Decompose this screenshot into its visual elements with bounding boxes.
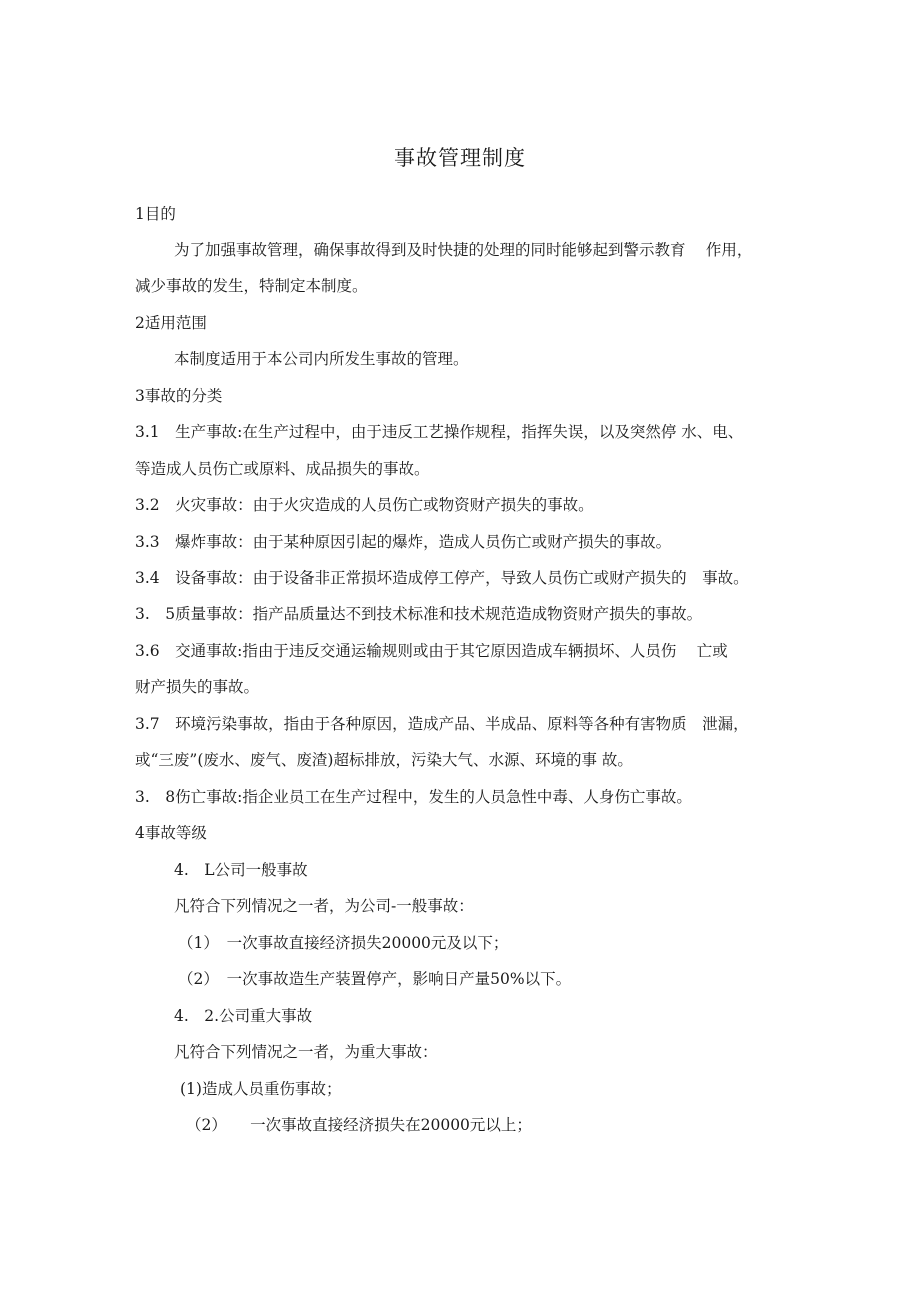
classification-item-3-1-line-1: 3.1 生产事故:在生产过程中，由于违反工艺操作规程，指挥失误，以及突然停 水、电、 [135,423,744,441]
classification-item-3-7-line-1: 3.7 环境污染事故，指由于各种原因，造成产品、半成品、原料等各种有害物质 泄漏， [135,715,749,733]
classification-item-3-6-line-2: 财产损失的事故。 [135,678,260,696]
classification-item-3-8: 3. 8伤亡事故:指企业员工在生产过程中，发生的人员急性中毒、人身伤亡事故。 [135,788,692,806]
grade-major-heading: 4. 2.公司重大事故 [174,1007,313,1025]
classification-item-3-7-line-2: 或“三废”(废水、废气、废渣)超标排放，污染大气、水源、环境的事 故。 [135,751,633,769]
purpose-paragraph-line-1: 为了加强事故管理，确保事故得到及时快捷的处理的同时能够起到警示教育 作用， [174,241,753,259]
document-title: 事故管理制度 [394,146,526,170]
section-heading-classification: 3事故的分类 [135,387,223,405]
classification-item-3-5: 3. 5质量事故：指产品质量达不到技术标准和技术规范造成物资财产损失的事故。 [135,605,703,623]
grade-major-item-2: （2） 一次事故直接经济损失在20000元以上； [186,1116,532,1134]
grade-general-intro: 凡符合下列情况之一者，为公司-一般事故： [174,897,474,915]
grade-general-item-1: （1） 一次事故直接经济损失20000元及以下； [178,934,509,952]
classification-item-3-2: 3.2 火灾事故：由于火灾造成的人员伤亡或物资财产损失的事故。 [135,496,594,514]
classification-item-3-3: 3.3 爆炸事故：由于某种原因引起的爆炸，造成人员伤亡或财产损失的事故。 [135,533,672,551]
grade-major-intro: 凡符合下列情况之一者，为重大事故： [174,1043,438,1061]
section-heading-scope: 2适用范围 [135,314,207,332]
section-heading-purpose: 1目的 [135,205,176,223]
grade-general-heading: 4. L公司一般事故 [174,861,308,879]
purpose-paragraph-line-2: 减少事故的发生，特制定本制度。 [135,277,368,295]
grade-major-item-1: (1)造成人员重伤事故； [180,1080,342,1098]
grade-general-item-2: （2） 一次事故造生产装置停产，影响日产量50%以下。 [178,970,572,988]
classification-item-3-6-line-1: 3.6 交通事故:指由于违反交通运输规则或由于其它原因造成车辆损坏、人员伤 亡或 [135,642,728,660]
classification-item-3-4: 3.4 设备事故：由于设备非正常损坏造成停工停产，导致人员伤亡或财产损失的 事故。 [135,569,749,587]
section-heading-grades: 4事故等级 [135,824,207,842]
scope-paragraph: 本制度适用于本公司内所发生事故的管理。 [174,350,469,368]
classification-item-3-1-line-2: 等造成人员伤亡或原料、成品损失的事故。 [135,460,430,478]
